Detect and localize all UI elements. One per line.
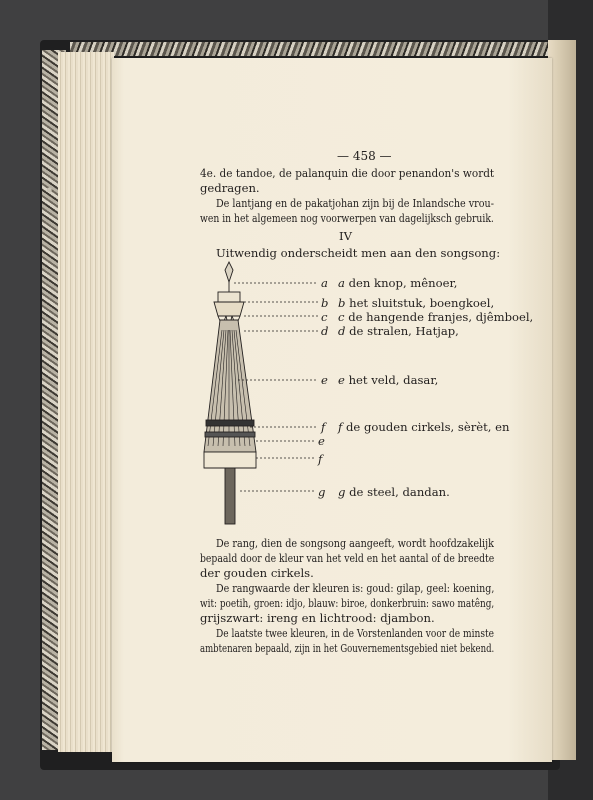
figure-letter-b: b [321, 296, 329, 310]
body-line-2: bepaald door de kleur van het veld en het aantal of de breedte [200, 551, 495, 565]
figure-letter-e2: e [318, 434, 325, 448]
intro-line-2: gedragen. [200, 181, 260, 195]
body-line-8: ambtenaren bepaald, zijn in het Gouvernementsgebied niet bekend. [200, 641, 495, 655]
figure-letter-d: d [321, 324, 329, 338]
body-line-1: De rang, dien de songsong aangeeft, wordt hoofdzakelijk [216, 536, 494, 550]
body-line-6: grijszwart: ireng en lichtrood: djambon. [200, 611, 435, 625]
figure-letter-e: e [321, 373, 328, 387]
body-line-5: wit: poetih, groen: idjo, blauw: biroe, donkerbruin: sawo matêng, [200, 596, 495, 610]
body-line-3: der gouden cirkels. [200, 566, 314, 580]
figure-letter-c: c [321, 310, 328, 324]
page-number: — 458 — [337, 149, 392, 163]
figure-letter-f: f [321, 420, 326, 434]
figure-letter-f2: f [318, 452, 323, 466]
intro-line-1: 4e. de tandoe, de palanquin die door penandon's wordt [200, 166, 495, 180]
legend-a: a den knop, mênoer, [338, 276, 458, 290]
subheading: Uitwendig onderscheidt men aan den songsong: [216, 246, 501, 260]
intro-line-3: De lantjang en de pakatjohan zijn bij de Inlandsche vrou- [216, 196, 494, 210]
legend-d: d de stralen, Hatjap, [338, 324, 459, 338]
knob-shape [225, 262, 233, 282]
figure-letter-g: g [318, 485, 326, 499]
legend-c: c de hangende franjes, djêmboel, [338, 310, 534, 324]
legend-g: g de steel, dandan. [338, 485, 450, 499]
figure-letter-a: a [321, 276, 328, 290]
legend-f: f de gouden cirkels, sèrèt, en [338, 420, 510, 434]
body-line-4: De rangwaarde der kleuren is: goud: gilap, geel: koening, [216, 581, 495, 595]
section-heading: IV [339, 229, 352, 243]
legend-b: b het sluitstuk, boengkoel, [338, 296, 495, 310]
legend-e: e het veld, dasar, [338, 373, 439, 387]
intro-line-4: wen in het algemeen nog voorwerpen van dagelijksch gebruik. [200, 211, 494, 225]
body-line-7: De laatste twee kleuren, in de Vorstenlanden voor de minste [216, 626, 494, 640]
